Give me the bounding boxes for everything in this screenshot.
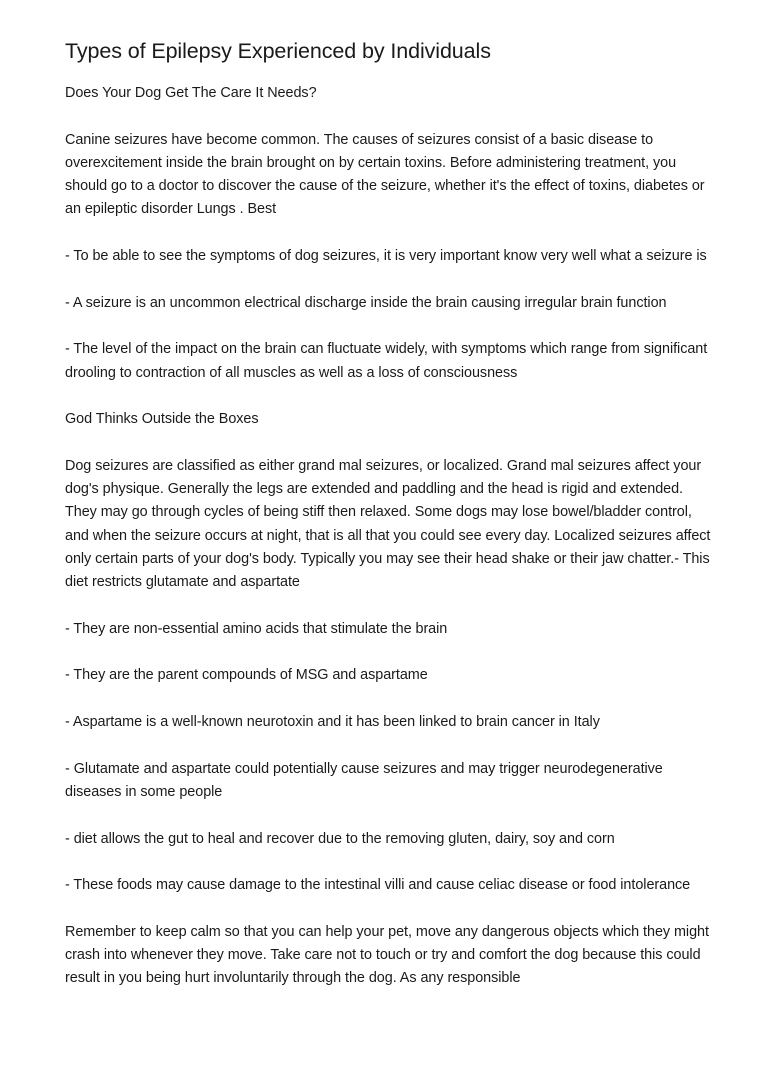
bullet-amino-acids: - They are non-essential amino acids that stimulate the brain xyxy=(65,620,448,637)
bullet-parent-compounds: - They are the parent compounds of MSG and aspartame xyxy=(65,667,428,684)
subheading-outside-boxes: God Thinks Outside the Boxes xyxy=(65,411,259,428)
bullet-impact-level: - The level of the impact on the brain can fluctuate widely, with symptoms which range from significant drooling to contraction of all muscles as well as a loss of consciousness xyxy=(65,341,708,381)
bullet-symptoms: - To be able to see the symptoms of dog seizures, it is very important know very well what a seizure is xyxy=(65,248,707,265)
paragraph-canine-seizures: Canine seizures have become common. The causes of seizures consist of a basic disease to overexcitement inside the brain brought on by certain toxins. Before administering treatment, you should go to a doctor to discover the cause of the seizure, whether it's the effect of toxins, diabetes or an epileptic disorder Lungs . Best xyxy=(65,131,705,218)
paragraph-keep-calm: Remember to keep calm so that you can help your pet, move any dangerous objects which they might crash into whenever they move. Take care not to touch or try and comfort the dog because this could result in you being hurt involuntarily through the dog. As any responsible xyxy=(65,923,709,987)
bullet-electrical-discharge: - A seizure is an uncommon electrical discharge inside the brain causing irregular brain function xyxy=(65,294,667,311)
paragraph-seizure-classification: Dog seizures are classified as either grand mal seizures, or localized. Grand mal seizures affect your dog's physique. Generally the legs are extended and paddling and the head is rigid and extended. They may go through cycles of being stiff then relaxed. Some dogs may lose bowel/bladder control, and when the seizure occurs at night, that is all that you could see every day. Localized seizures affect only certain parts of your dog's body. Typically you may see their head shake or their jaw chatter.- This diet restricts glutamate and aspartate xyxy=(65,457,711,591)
document-title: Types of Epilepsy Experienced by Individuals xyxy=(65,39,491,63)
subheading-dog-care: Does Your Dog Get The Care It Needs? xyxy=(65,85,317,101)
bullet-diet-gut: - diet allows the gut to heal and recover due to the removing gluten, dairy, soy and corn xyxy=(65,830,615,847)
bullet-aspartame: - Aspartame is a well-known neurotoxin and it has been linked to brain cancer in Italy xyxy=(65,714,600,731)
bullet-foods-damage: - These foods may cause damage to the intestinal villi and cause celiac disease or food intolerance xyxy=(65,877,691,894)
document-content xyxy=(65,38,715,1014)
bullet-glutamate: - Glutamate and aspartate could potentially cause seizures and may trigger neurodegenerative diseases in some people xyxy=(65,760,663,800)
